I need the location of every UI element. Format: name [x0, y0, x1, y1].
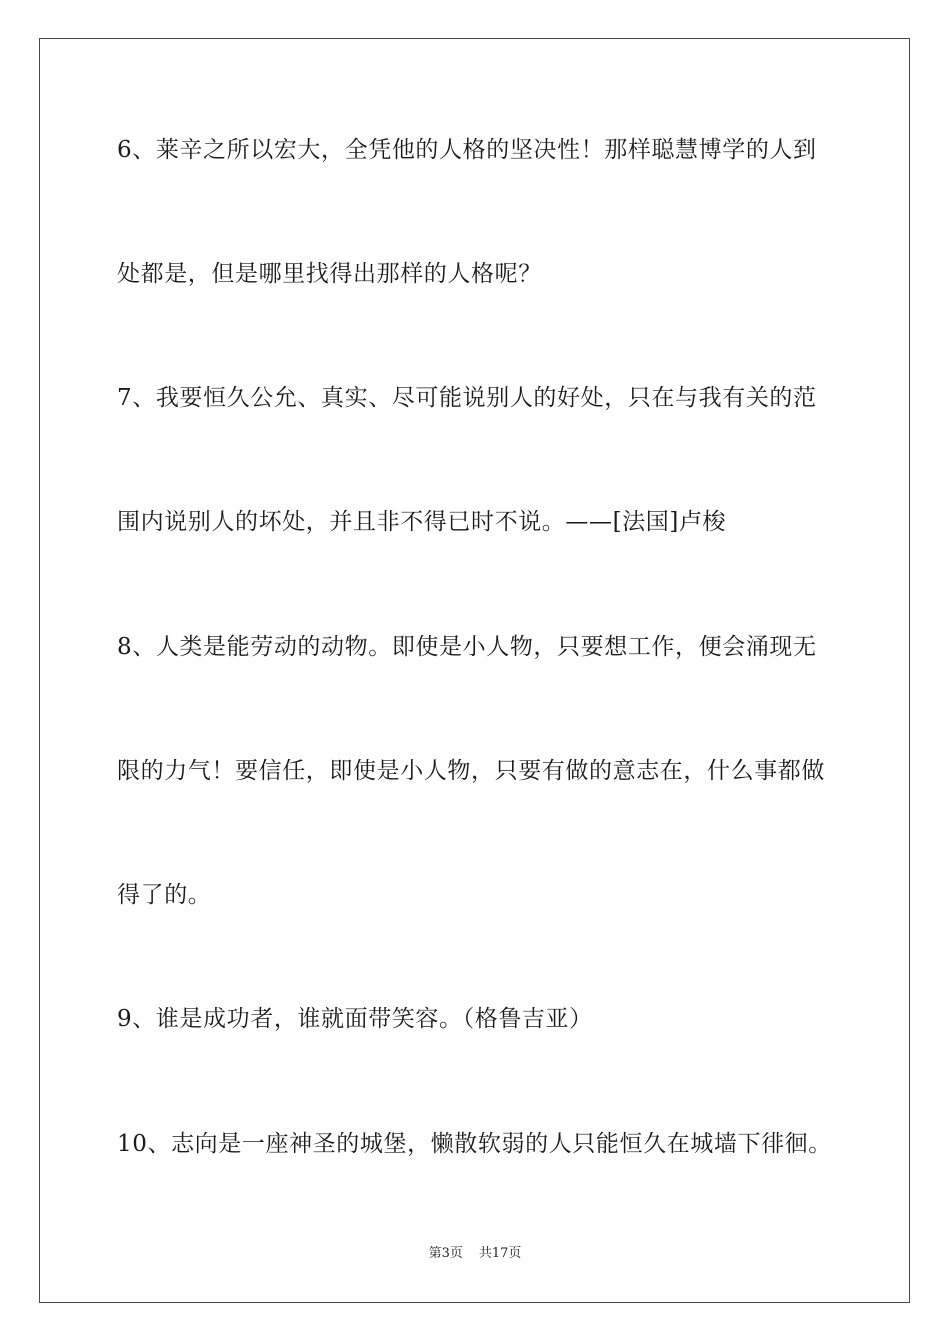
quote-6-line-1: 6、莱辛之所以宏大，全凭他的人格的坚决性！那样聪慧博学的人到 — [117, 137, 817, 163]
quote-6-line-2: 处都是，但是哪里找得出那样的人格呢？ — [117, 261, 542, 287]
page-total: 共17页 — [478, 1246, 522, 1261]
quote-10-line-1: 10、志向是一座神圣的城堡，懒散软弱的人只能恒久在城墙下徘徊。 — [117, 1131, 832, 1157]
page-number: 第3页 — [428, 1246, 463, 1261]
page-footer — [0, 1246, 950, 1262]
page-border — [39, 38, 910, 1303]
quote-8-line-1: 8、人类是能劳动的动物。即使是小人物，只要想工作，便会涌现无 — [117, 634, 817, 660]
quote-8-line-2: 限的力气！要信任，即使是小人物，只要有做的意志在，什么事都做 — [117, 758, 825, 784]
quote-7-line-2: 围内说别人的坏处，并且非不得已时不说。——[法国]卢梭 — [117, 509, 727, 535]
quote-9-line-1: 9、谁是成功者，谁就面带笑容。（格鲁吉亚） — [117, 1006, 593, 1032]
quote-7-line-1: 7、我要恒久公允、真实、尽可能说别人的好处，只在与我有关的范 — [117, 385, 817, 411]
quote-8-line-3: 得了的。 — [117, 882, 212, 908]
